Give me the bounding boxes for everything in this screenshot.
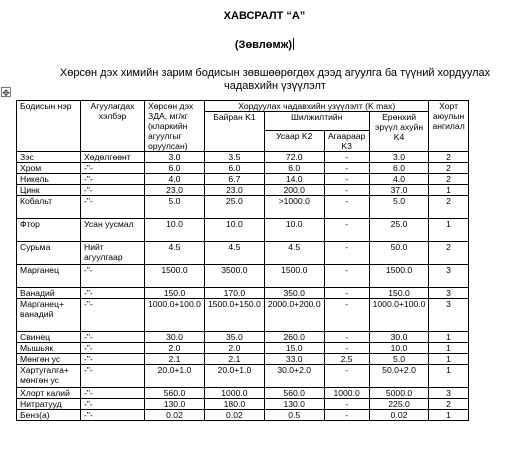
cell-form: -"- [81, 388, 145, 399]
cell-form: -"- [81, 365, 145, 388]
cell-substance: Зэс [17, 152, 81, 163]
cell-hazard-class: 1 [429, 343, 468, 354]
cell-form: Усан уусмал [81, 219, 145, 242]
cell-form: -"- [81, 265, 145, 288]
cell-mpc: 5.0 [145, 196, 205, 219]
cell-k3: - [324, 399, 369, 410]
table-caption: Хөрсөн дэх химийн зарим бодисын зөвшөөрөгдөх дээд агуулга ба түүний хордуулах чадавхийн үзүүлэлт [59, 67, 491, 92]
document-title: ХАВСРАЛТ “А” [223, 10, 306, 22]
cell-substance: Мөнгөн ус [17, 354, 81, 365]
cell-form: -"- [81, 299, 145, 332]
header-substance: Бодисын нэр [17, 101, 81, 152]
cell-substance: Нитратууд [17, 399, 81, 410]
cell-k4: 50.0+2.0 [369, 365, 429, 388]
table-row [17, 332, 469, 343]
cell-substance: Марганец [17, 265, 81, 288]
header-migration-group: Шилжилтийн [264, 112, 369, 131]
cell-substance: Кобальт [17, 196, 81, 219]
cell-k3: - [324, 410, 369, 421]
cell-k3: - [324, 242, 369, 265]
cell-mpc: 1000.0+100.0 [145, 299, 205, 332]
substance-table [16, 100, 469, 421]
cell-mpc: 20.0+1.0 [145, 365, 205, 388]
cell-k1: 20.0+1.0 [205, 365, 265, 388]
cell-form: -"- [81, 343, 145, 354]
cell-k4: 25.0 [369, 219, 429, 242]
cell-hazard-class: 2 [429, 399, 468, 410]
header-form: Агуулагдах хэлбэр [81, 101, 145, 152]
cell-k3: 1000.0 [324, 388, 369, 399]
cell-k1: 0.02 [205, 410, 265, 421]
cell-k4: 0.02 [369, 410, 429, 421]
cell-substance: Хартугалга+ мөнгөн ус [17, 365, 81, 388]
table-row [17, 219, 469, 242]
cell-k1: 23.0 [205, 185, 265, 196]
cell-hazard-class: 2 [429, 196, 468, 219]
cell-k3: 2.5 [324, 354, 369, 365]
header-air: Агаараар K3 [324, 131, 369, 152]
cell-k4: 6.0 [369, 163, 429, 174]
cell-k3: - [324, 163, 369, 174]
cell-k1: 10.0 [205, 219, 265, 242]
cell-k3: - [324, 332, 369, 343]
cell-mpc: 2.0 [145, 343, 205, 354]
cell-hazard-class: 2 [429, 174, 468, 185]
cell-k4: 150.0 [369, 288, 429, 299]
cell-form: -"- [81, 174, 145, 185]
cell-k2: 0.5 [264, 410, 324, 421]
cell-k3: - [324, 299, 369, 332]
cell-substance: Сурьма [17, 242, 81, 265]
table-row [17, 343, 469, 354]
cell-substance: Фтор [17, 219, 81, 242]
cell-k2: 130.0 [264, 399, 324, 410]
table-body [17, 152, 469, 421]
cell-hazard-class: 3 [429, 265, 468, 288]
cell-k4: 225.0 [369, 399, 429, 410]
header-general: Ерөнхий эрүүл ахуйн K4 [369, 112, 429, 152]
cell-k1: 3500.0 [205, 265, 265, 288]
header-toxicity-group: Хордуулах чадавхийн үзүүлэлт (K max) [205, 101, 429, 112]
cell-k3: - [324, 174, 369, 185]
cell-form: Хөдөлгөөнт [81, 152, 145, 163]
cell-k2: 1500.0 [264, 265, 324, 288]
cell-substance: Хром [17, 163, 81, 174]
cell-form: -"- [81, 196, 145, 219]
table-row [17, 388, 469, 399]
table-row [17, 288, 469, 299]
table-row [17, 399, 469, 410]
cell-substance: Бенз(а) [17, 410, 81, 421]
cell-k4: 1000.0+100.0 [369, 299, 429, 332]
table-row [17, 163, 469, 174]
cell-substance: Цинк [17, 185, 81, 196]
cell-hazard-class: 3 [429, 299, 468, 332]
table-row [17, 365, 469, 388]
cell-k1: 25.0 [205, 196, 265, 219]
cell-hazard-class: 2 [429, 163, 468, 174]
document-subtitle [0, 38, 529, 51]
cell-substance: Марганец+ ванадий [17, 299, 81, 332]
cell-hazard-class: 2 [429, 152, 468, 163]
cell-k1: 6.7 [205, 174, 265, 185]
cell-k4: 37.0 [369, 185, 429, 196]
cell-k4: 30.0 [369, 332, 429, 343]
cell-k2: 10.0 [264, 219, 324, 242]
table-row [17, 242, 469, 265]
cell-form: -"- [81, 163, 145, 174]
cell-k1: 4.5 [205, 242, 265, 265]
cell-k1: 2.1 [205, 354, 265, 365]
cell-hazard-class: 3 [429, 388, 468, 399]
cell-k4: 10.0 [369, 343, 429, 354]
table-move-handle-icon[interactable]: ✥ [2, 88, 10, 98]
cell-mpc: 23.0 [145, 185, 205, 196]
cell-k1: 3.5 [205, 152, 265, 163]
cell-substance: Свинец [17, 332, 81, 343]
table-row [17, 265, 469, 288]
cell-k2: 560.0 [264, 388, 324, 399]
cell-hazard-class: 1 [429, 354, 468, 365]
cell-hazard-class: 3 [429, 288, 468, 299]
cell-hazard-class: 1 [429, 332, 468, 343]
cell-k4: 50.0 [369, 242, 429, 265]
table-row [17, 354, 469, 365]
cell-k1: 180.0 [205, 399, 265, 410]
cell-mpc: 6.0 [145, 163, 205, 174]
table-row [17, 196, 469, 219]
cell-substance: Ванадий [17, 288, 81, 299]
header-translocation: Байран K1 [205, 112, 265, 152]
table-row [17, 410, 469, 421]
cell-k3: - [324, 185, 369, 196]
cell-k4: 3.0 [369, 152, 429, 163]
cell-mpc: 130.0 [145, 399, 205, 410]
cell-mpc: 0.02 [145, 410, 205, 421]
cell-k2: 14.0 [264, 174, 324, 185]
cell-k2: 4.5 [264, 242, 324, 265]
subtitle-text: (Зөвлөмж) [234, 39, 293, 51]
cell-hazard-class: 1 [429, 365, 468, 388]
cell-k2: 200.0 [264, 185, 324, 196]
cell-mpc: 30.0 [145, 332, 205, 343]
cell-form: -"- [81, 399, 145, 410]
cell-hazard-class: 2 [429, 242, 468, 265]
cell-mpc: 560.0 [145, 388, 205, 399]
cell-mpc: 2.1 [145, 354, 205, 365]
cell-mpc: 3.0 [145, 152, 205, 163]
cell-k3: - [324, 219, 369, 242]
cell-k2: 260.0 [264, 332, 324, 343]
cell-k2: 72.0 [264, 152, 324, 163]
cell-k1: 35.0 [205, 332, 265, 343]
cell-form: -"- [81, 332, 145, 343]
header-water: Усаар K2 [264, 131, 324, 152]
cell-k1: 6.0 [205, 163, 265, 174]
cell-form: -"- [81, 288, 145, 299]
header-hazard-class: Хорт аюулын ангилал [429, 101, 468, 152]
cell-k1: 170.0 [205, 288, 265, 299]
text-cursor [293, 38, 294, 50]
cell-hazard-class: 1 [429, 185, 468, 196]
table-row [17, 185, 469, 196]
cell-substance: Никель [17, 174, 81, 185]
cell-k2: 2000.0+200.0 [264, 299, 324, 332]
cell-k1: 1500.0+150.0 [205, 299, 265, 332]
cell-k3: - [324, 152, 369, 163]
cell-mpc: 4.0 [145, 174, 205, 185]
cell-k3: - [324, 343, 369, 354]
cell-form: Нийт агуулгаар [81, 242, 145, 265]
cell-form: -"- [81, 410, 145, 421]
table-row [17, 152, 469, 163]
cell-substance: Мышьяк [17, 343, 81, 354]
cell-mpc: 10.0 [145, 219, 205, 242]
cell-hazard-class: 1 [429, 410, 468, 421]
header-mpc: Хөрсөн дэх ЗДА, мг/кг (кларкийн агуулгыг оруулсан) [145, 101, 205, 152]
cell-mpc: 4.5 [145, 242, 205, 265]
cell-k2: 350.0 [264, 288, 324, 299]
cell-k4: 5.0 [369, 196, 429, 219]
cell-k3: - [324, 365, 369, 388]
cell-k1: 1000.0 [205, 388, 265, 399]
cell-hazard-class: 1 [429, 219, 468, 242]
cell-k4: 4.0 [369, 174, 429, 185]
cell-k2: 33.0 [264, 354, 324, 365]
cell-k2: 30.0+2.0 [264, 365, 324, 388]
cell-mpc: 1500.0 [145, 265, 205, 288]
table-row [17, 174, 469, 185]
cell-form: -"- [81, 185, 145, 196]
cell-k2: 6.0 [264, 163, 324, 174]
table-row [17, 299, 469, 332]
cell-k4: 5000.0 [369, 388, 429, 399]
cell-substance: Хлорт калий [17, 388, 81, 399]
cell-form: -"- [81, 354, 145, 365]
cell-mpc: 150.0 [145, 288, 205, 299]
cell-k3: - [324, 196, 369, 219]
cell-k4: 5.0 [369, 354, 429, 365]
cell-k2: 15.0 [264, 343, 324, 354]
cell-k3: - [324, 288, 369, 299]
cell-k4: 1500.0 [369, 265, 429, 288]
cell-k3: - [324, 265, 369, 288]
cell-k1: 2.0 [205, 343, 265, 354]
cell-k2: >1000.0 [264, 196, 324, 219]
